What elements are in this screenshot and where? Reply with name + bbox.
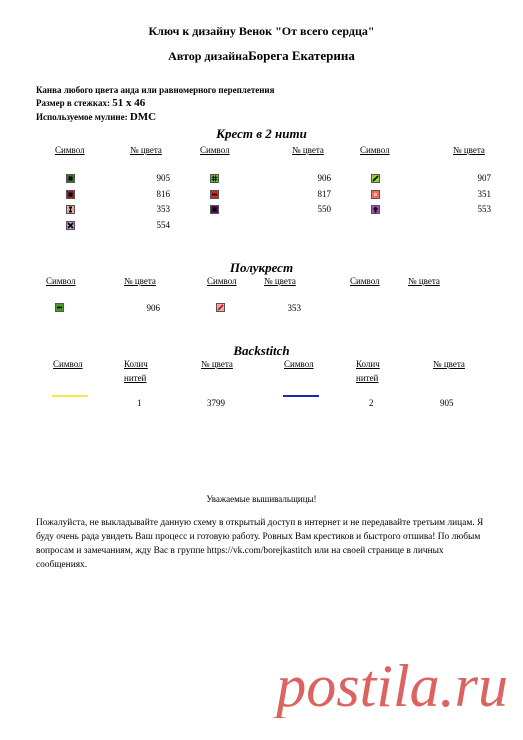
backstitch-header-number: № цвета	[433, 359, 465, 369]
author-name: Борега Екатерина	[248, 48, 355, 63]
backstitch-header-number: № цвета	[201, 359, 233, 369]
cross-color-number: 817	[317, 188, 331, 199]
backstitch-header-symbol: Символ	[284, 359, 314, 369]
floss-label: Используемое мулине:	[36, 112, 128, 122]
backstitch-header-count: Колич	[356, 359, 380, 369]
svg-text:postila.ru: postila.ru	[276, 653, 508, 718]
cross-symbol-swatch	[210, 174, 219, 183]
cross-symbol-swatch	[371, 205, 380, 214]
half-symbol-swatch	[55, 303, 64, 312]
cross-symbol-swatch	[66, 190, 75, 199]
backstitch-thread-count: 2	[369, 398, 374, 408]
backstitch-header-symbol: Символ	[53, 359, 83, 369]
cross-color-number: 550	[317, 204, 331, 214]
cross-color-number: 905	[156, 173, 170, 183]
cross-stitch-title: Крест в 2 нити	[216, 126, 307, 141]
backstitch-line-swatch	[52, 395, 88, 397]
author-line	[0, 48, 523, 64]
cross-symbol-swatch	[66, 205, 75, 214]
half-color-number: 906	[146, 303, 160, 313]
document-title: Ключ к дизайну Венок "От всего сердца"	[148, 24, 375, 38]
canvas-info: Канва любого цвета аида или равномерного переплетения	[36, 85, 275, 95]
size-value: 51 х 46	[112, 97, 146, 109]
size-info	[36, 97, 145, 110]
cross-symbol-swatch	[66, 221, 75, 230]
cross-color-number: 816	[156, 188, 170, 199]
cross-color-number: 351	[477, 188, 491, 199]
half-cross-title: Полукрест	[229, 260, 294, 275]
half-header-symbol: Символ	[207, 276, 237, 286]
half-header-number: № цвета	[408, 276, 440, 286]
floss-info	[36, 111, 156, 124]
cross-header-symbol: Символ	[360, 145, 390, 155]
half-header-number: № цвета	[264, 276, 296, 286]
cross-color-number: 906	[317, 173, 331, 183]
cross-color-number: 554	[156, 219, 170, 230]
backstitch-thread-count: 1	[137, 398, 142, 408]
half-symbol-swatch	[216, 303, 225, 312]
half-header-symbol: Символ	[46, 276, 76, 286]
backstitch-line-swatch	[283, 395, 319, 397]
backstitch-header-threads: нитей	[124, 373, 147, 383]
cross-header-symbol: Символ	[55, 145, 85, 155]
cross-header-symbol: Символ	[200, 145, 230, 155]
cross-symbol-swatch	[210, 205, 219, 214]
cross-symbol-swatch	[210, 190, 219, 199]
cross-header-number: № цвета	[292, 145, 324, 155]
cross-color-number: 907	[477, 173, 491, 183]
backstitch-header-count: Колич	[124, 359, 148, 369]
backstitch-color-number: 3799	[207, 398, 225, 408]
author-label: Автор дизайна	[168, 49, 249, 63]
greeting: Уважаемые вышивальщицы!	[206, 494, 317, 504]
backstitch-header-threads: нитей	[356, 373, 379, 383]
cross-color-number: 553	[477, 204, 491, 214]
backstitch-title: Backstitch	[233, 343, 290, 358]
cross-symbol-swatch	[371, 190, 380, 199]
notice-paragraph: Пожалуйста, не выкладывайте данную схему в открытый доступ в интернет и не передавайте третьим лицам. Я буду очень рада увидеть Ваш процесс и готовую работу. Ровных Вам крестиков и быстрого отшива! По любым вопросам и замечаниям, жду Вас в группе https://vk.com/borejkastitch или на своей странице в личных сообщениях.	[36, 518, 484, 570]
cross-header-number: № цвета	[130, 145, 162, 155]
half-header-symbol: Символ	[350, 276, 380, 286]
cross-symbol-swatch	[66, 174, 75, 183]
half-header-number: № цвета	[124, 276, 156, 286]
floss-value: DMC	[129, 111, 157, 123]
watermark-logo	[210, 652, 510, 718]
cross-color-number: 353	[156, 204, 170, 214]
half-color-number: 353	[287, 303, 301, 313]
cross-header-number: № цвета	[453, 145, 485, 155]
size-label: Размер в стежках:	[36, 98, 110, 108]
cross-symbol-swatch	[371, 174, 380, 183]
backstitch-color-number: 905	[440, 398, 454, 408]
